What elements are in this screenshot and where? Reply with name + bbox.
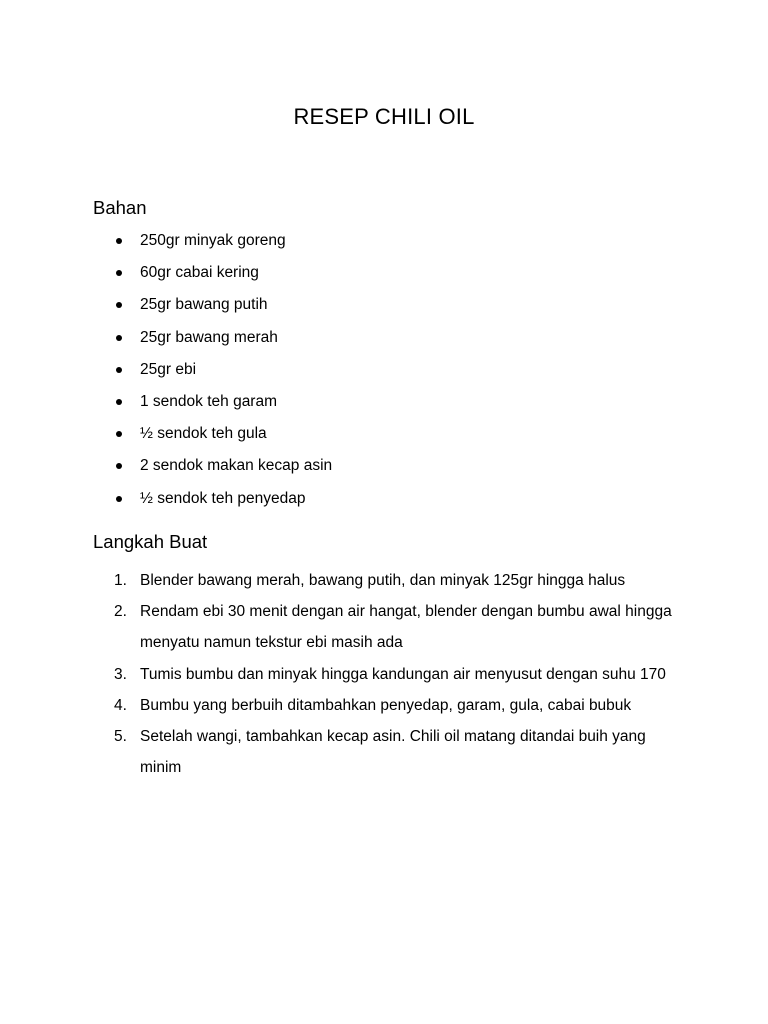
step-number: 3. [114,665,127,683]
bullet-icon [116,302,122,308]
ingredient-text: 2 sendok makan kecap asin [140,457,333,475]
ingredient-text: 1 sendok teh garam [140,392,278,410]
bullet-icon [116,431,122,437]
section-heading-langkah: Langkah Buat [93,531,208,552]
list-item [0,229,768,261]
ingredient-text: 25gr bawang merah [140,328,278,346]
ingredient-list [0,229,768,519]
steps-list [0,565,768,783]
bullet-icon [116,399,122,405]
ingredient-text: ½ sendok teh penyedap [140,489,306,507]
list-item [0,487,768,519]
step-text: Bumbu yang berbuih ditambahkan penyedap, garam, gula, cabai bubuk [140,696,632,714]
step-number: 2. [114,603,127,621]
step-number: 4. [114,696,127,714]
ingredient-text: 250gr minyak goreng [140,232,286,249]
bullet-icon [116,367,122,373]
ingredient-text: 25gr bawang putih [140,296,268,314]
list-item [0,358,768,390]
list-item [0,565,768,596]
ingredient-text: ½ sendok teh gula [140,425,267,443]
step-number: 5. [114,728,127,746]
bullet-icon [116,496,122,502]
list-item [0,454,768,486]
step-number: 1. [114,572,127,589]
list-item [0,390,768,422]
bullet-icon [116,270,122,276]
ingredient-text: 25gr ebi [140,360,197,378]
step-text: Blender bawang merah, bawang putih, dan minyak 125gr hingga halus [140,572,626,589]
step-text: Rendam ebi 30 menit dengan air hangat, blender dengan bumbu awal hingga menyatu namun tekstur ebi masih ada [140,603,672,652]
list-item [0,261,768,293]
list-item [0,596,768,658]
page-title: RESEP CHILI OIL [293,104,475,129]
list-item [0,422,768,454]
list-item [0,721,768,783]
bullet-icon [116,463,122,469]
step-text: Tumis bumbu dan minyak hingga kandungan air menyusut dengan suhu 170 [140,665,666,683]
list-item [0,659,768,690]
section-heading-bahan: Bahan [93,197,147,218]
bullet-icon [116,238,122,244]
list-item [0,326,768,358]
step-text: Setelah wangi, tambahkan kecap asin. Chili oil matang ditandai buih yang minim [140,728,646,777]
bullet-icon [116,335,122,341]
ingredient-text: 60gr cabai kering [140,264,259,282]
list-item [0,690,768,721]
list-item [0,293,768,325]
